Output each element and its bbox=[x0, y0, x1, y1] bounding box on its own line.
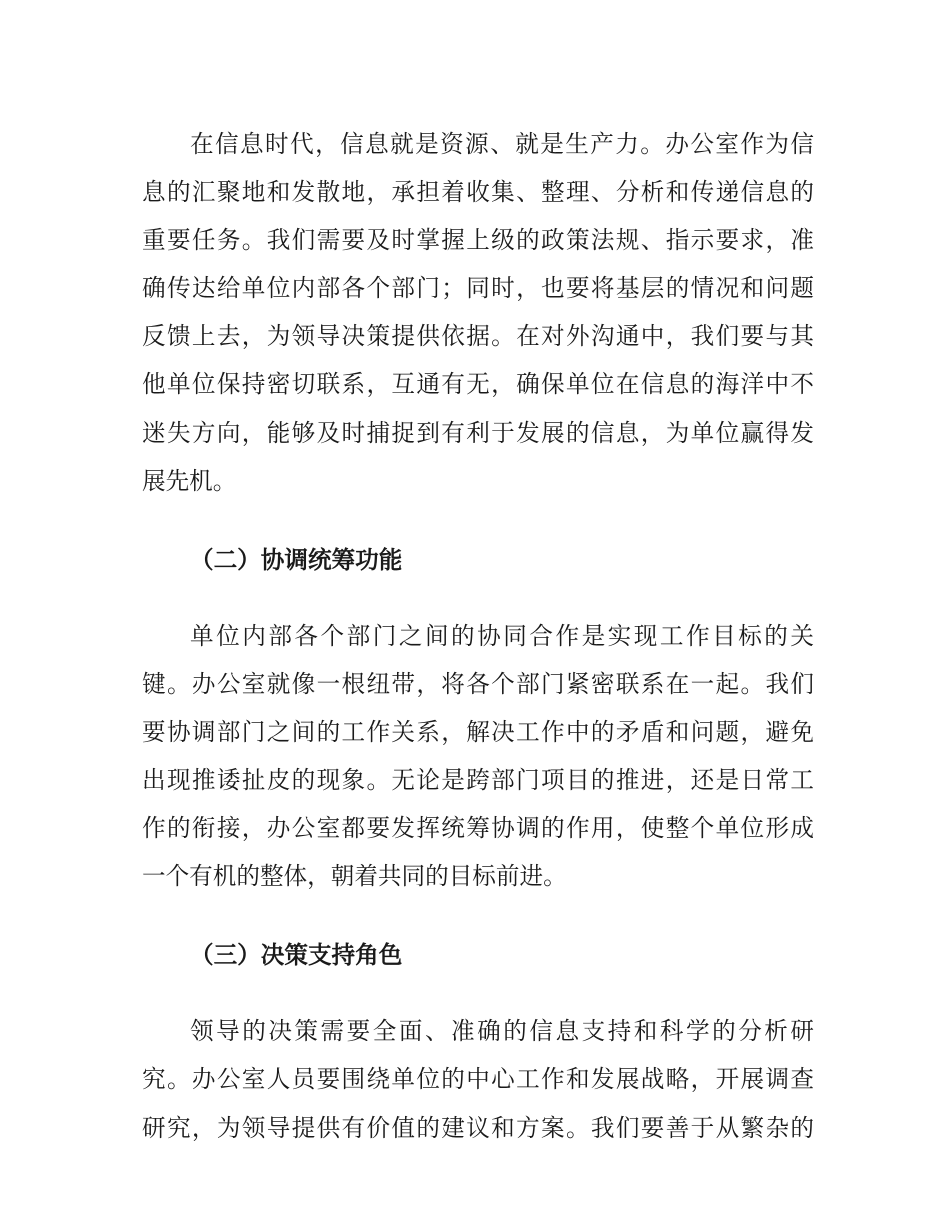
document-body bbox=[142, 120, 814, 1152]
paragraph-decision-support bbox=[142, 1007, 814, 1151]
section-heading: （二）协调统筹功能 bbox=[190, 545, 403, 574]
paragraph-info-hub bbox=[142, 120, 814, 505]
text-line: 重要任务。我们需要及时掌握上级的政策法规、指示要求，准 bbox=[142, 226, 814, 255]
text-line: 出现推诿扯皮的现象。无论是跨部门项目的推进，还是日常工 bbox=[142, 766, 814, 795]
text-line: 键。办公室就像一根纽带，将各个部门紧密联系在一起。我们 bbox=[142, 669, 814, 698]
text-line: 确传达给单位内部各个部门；同时，也要将基层的情况和问题 bbox=[142, 274, 814, 303]
text-line: 他单位保持密切联系，互通有无，确保单位在信息的海洋中不 bbox=[142, 370, 814, 399]
section-heading: （三）决策支持角色 bbox=[190, 941, 403, 970]
text-line: 在信息时代，信息就是资源、就是生产力。办公室作为信 bbox=[190, 130, 814, 158]
text-line: 要协调部门之间的工作关系，解决工作中的矛盾和问题，避免 bbox=[142, 717, 814, 746]
text-line: 单位内部各个部门之间的协同合作是实现工作目标的关 bbox=[190, 621, 814, 650]
text-line: 反馈上去，为领导决策提供依据。在对外沟通中，我们要与其 bbox=[142, 322, 814, 351]
text-line: 迷失方向，能够及时捕捉到有利于发展的信息，为单位赢得发 bbox=[142, 418, 814, 447]
paragraph-coordination bbox=[142, 612, 814, 901]
text-line: 研究，为领导提供有价值的建议和方案。我们要善于从繁杂的 bbox=[142, 1113, 814, 1142]
text-line: 展先机。 bbox=[142, 466, 237, 495]
text-line: 一个有机的整体，朝着共同的目标前进。 bbox=[142, 862, 567, 891]
text-line: 究。办公室人员要围绕单位的中心工作和发展战略，开展调查 bbox=[142, 1065, 814, 1094]
text-line: 作的衔接，办公室都要发挥统筹协调的作用，使整个单位形成 bbox=[142, 814, 814, 843]
text-line: 息的汇聚地和发散地，承担着收集、整理、分析和传递信息的 bbox=[142, 178, 814, 207]
text-line: 领导的决策需要全面、准确的信息支持和科学的分析研 bbox=[190, 1017, 814, 1046]
